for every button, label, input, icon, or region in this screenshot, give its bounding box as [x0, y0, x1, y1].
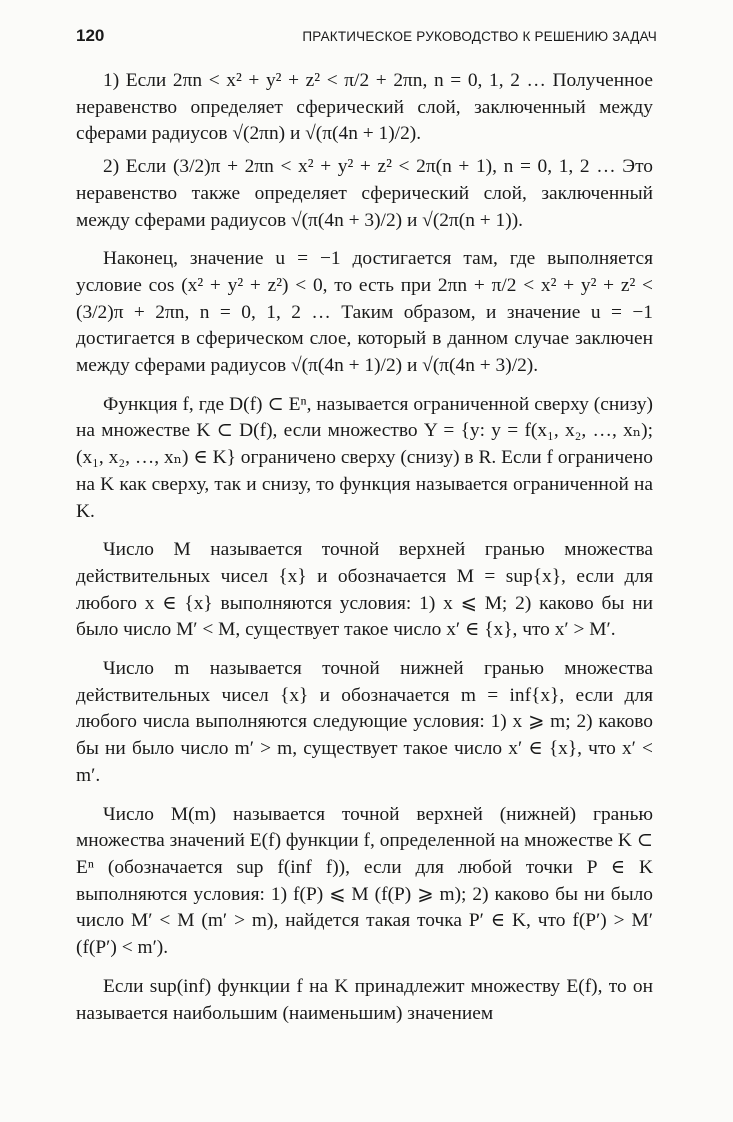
paragraph-infimum: Число m называется точной нижней гранью множества действительных чисел {x} и обозначается m = inf{x}, если для любого числа выполняются следующие условия: 1) x ⩾ m; 2) каково бы ни было число m′ > m, существует такое число x′ ∈ {x}, что x′ < m′.: [76, 658, 653, 786]
paragraph-case-2: 2) Если (3/2)π + 2πn < x² + y² + z² < 2π(n + 1), n = 0, 1, 2 … Это неравенство также определяет сферический слой, заключенный между сферами радиусов √(π(4n + 3)/2) и √(2π(n + 1)).: [76, 156, 653, 231]
page-number: 120: [76, 26, 105, 45]
paragraph-bounded-function: Функция f, где D(f) ⊂ Eⁿ, называется ограниченной сверху (снизу) на множестве K ⊂ D(f), если множество Y = {y: y = f(x₁, x₂, …, xₙ); (x₁, x₂, …, xₙ) ∈ K} ограничено сверху (снизу) в R. Если f ограничено на K как сверху, так и снизу, то функция называется ограниченной на K.: [76, 393, 653, 522]
page-header: [76, 26, 657, 68]
paragraph-supremum: Число M называется точной верхней гранью множества действительных чисел {x} и обозначается M = sup{x}, если для любого x ∈ {x} выполняются условия: 1) x ⩽ M; 2) каково бы ни было число M′ < M, существует такое число x′ ∈ {x}, что x′ > M′.: [76, 539, 653, 641]
paragraph-case-1: 1) Если 2πn < x² + y² + z² < π/2 + 2πn, n = 0, 1, 2 … Полученное неравенство определяет сферический слой, заключенный между сферами радиусов √(2πn) и √(π(4n + 1)/2).: [76, 70, 653, 145]
running-title: ПРАКТИЧЕСКОЕ РУКОВОДСТВО К РЕШЕНИЮ ЗАДАЧ: [302, 29, 657, 44]
paragraph-max-min-value: Если sup(inf) функции f на K принадлежит множеству E(f), то он называется наибольшим (наименьшим) значением: [76, 975, 653, 1024]
paragraph-function-bounds: Число M(m) называется точной верхней (нижней) гранью множества значений E(f) функции f, определенной на множестве K ⊂ Eⁿ (обозначается sup f(inf f)), если для любой точки P ∈ K выполняются условия: 1) f(P) ⩽ M (f(P) ⩾ m); 2) каково бы ни было число M′ < M (m′ > m), найдется такая точка P′ ∈ K, что f(P′) > M′ (f(P′) < m′).: [76, 803, 653, 959]
page-body: [76, 68, 653, 1027]
paragraph-conclusion: Наконец, значение u = −1 достигается там, где выполняется условие cos (x² + y² + z²) < 0, то есть при 2πn + π/2 < x² + y² + z² < (3/2)π + 2πn, n = 0, 1, 2 … Таким образом, и значение u = −1 достигается в сферическом слое, который в данном случае заключен между сферами радиусов √(π(4n + 1)/2) и √(π(4n + 3)/2).: [76, 248, 653, 377]
